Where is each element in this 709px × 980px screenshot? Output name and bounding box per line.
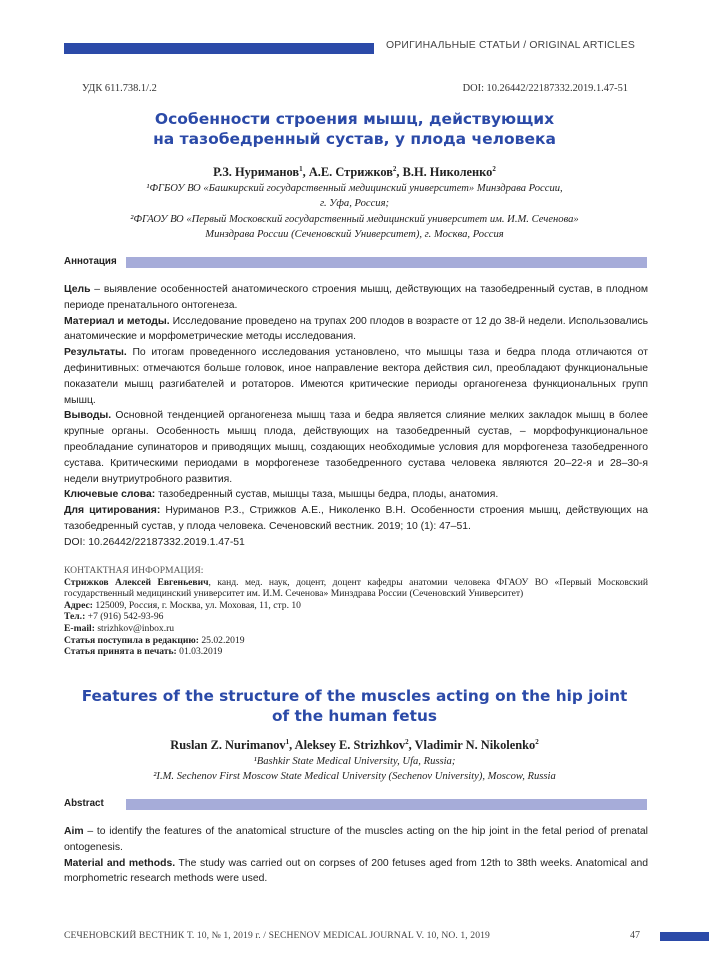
en-methods xyxy=(64,856,648,888)
ru-title xyxy=(60,109,649,149)
contact-name: Стрижков Алексей Евгеньевич xyxy=(64,576,209,588)
contact-accepted-label: Статья принята в печать: xyxy=(64,646,177,658)
ru-abstract-rule xyxy=(126,257,647,268)
ru-methods-text: Исследование проведено на трупах 200 плодов в возрасте от 12 до 38-й недели. Использовались анатомические и морфометрические методы исследования. xyxy=(64,315,648,343)
section-label: ОРИГИНАЛЬНЫЕ СТАТЬИ / ORIGINAL ARTICLES xyxy=(386,40,635,51)
ru-author-2-sup: 2 xyxy=(392,165,397,173)
ru-title-line-1: Особенности строения мышц, действующих xyxy=(154,110,555,128)
ru-keywords-text: тазобедренный сустав, мышцы таза, мышцы бедра, плоды, анатомия. xyxy=(155,489,499,501)
ru-conclusions-text: Основной тенденцией органогенеза мышц таза и бедра является слияние мелких закладок мышц в более крупные органы. Особенность мышц плода, действующих на тазобедренный сустав, – морфофункциональное преобладание супинаторов и приводящих мышц, создающих необходимые условия для морфогенеза тазобедренного сустава. Критическими периодами в морфогенезе тазобедренного сустава человека являются 20–22-я и 28–30-я недели внутриутробного развития. xyxy=(64,410,648,485)
header-bar xyxy=(64,43,374,54)
en-author-1-sup: 1 xyxy=(285,738,290,746)
contact-name-rest: , канд. мед. наук, доцент, доцент кафедры анатомии человека ФГАОУ ВО «Первый Московский государственный медицинский университет им. И.М. Сеченова» Минздрава России (Сеченовский Университет) xyxy=(64,576,649,600)
en-author-3: , Vladimir N. Nikolenko xyxy=(408,738,536,753)
contact-address xyxy=(64,600,648,612)
ru-author-3-sup: 2 xyxy=(492,165,496,173)
footer-bar xyxy=(660,932,709,941)
ru-aim-label: Цель xyxy=(64,284,91,295)
en-aim-label: Aim xyxy=(64,826,84,837)
ru-keywords-label: Ключевые слова: xyxy=(64,489,156,501)
contact-block xyxy=(64,565,648,658)
contact-accepted-value: 01.03.2019 xyxy=(176,646,223,658)
doi: DOI: 10.26442/22187332.2019.1.47-51 xyxy=(462,83,628,94)
udk: УДК 611.738.1/.2 xyxy=(82,83,157,94)
en-author-1: Ruslan Z. Nurimanov xyxy=(170,738,286,753)
ru-title-line-2: на тазобедренный сустав, у плода человека xyxy=(153,130,556,148)
ru-conclusions-label: Выводы. xyxy=(64,410,112,422)
en-aff2: ²I.M. Sechenov First Moscow State Medical University (Sechenov University), Moscow, Russia xyxy=(153,771,556,783)
ru-abstract-heading: Аннотация xyxy=(64,256,117,267)
contact-received xyxy=(64,635,648,647)
page-number: 47 xyxy=(630,930,640,941)
ru-citation xyxy=(64,503,648,535)
ru-citation-text: Нуриманов Р.З., Стрижков А.Е., Николенко В.Н. Особенности строения мышц, действующих на тазобедренный сустав, у плода человека. Сеченовский вестник. 2019; 10 (1): 47–51. xyxy=(64,505,648,532)
ru-author-1-sup: 1 xyxy=(299,165,303,173)
en-methods-label: Material and methods. xyxy=(64,857,176,869)
en-methods-text: The study was carried out on corpses of 200 fetuses aged from 12th to 38th weeks. Anatomical and morphometric research methods were used. xyxy=(64,857,649,885)
en-title-line-1: Features of the structure of the muscles acting on the hip joint xyxy=(81,687,628,705)
ru-methods-label: Материал и методы. xyxy=(64,315,170,327)
en-abstract-body xyxy=(64,824,648,887)
en-aff1: ¹Bashkir State Medical University, Ufa, Russia; xyxy=(253,756,456,767)
contact-heading: КОНТАКТНАЯ ИНФОРМАЦИЯ: xyxy=(64,565,204,576)
contact-email-label: E-mail: xyxy=(64,622,95,634)
ru-authors xyxy=(60,165,649,180)
ru-results-text: По итогам проведенного исследования установлено, что мышцы таза и бедра плода отличаются от дефинитивных: отмечаются больше головок, иное направление вектора действия сил, преобладают функциональные показатели мышц разгибателей и ротаторов. Имеются критические периоды органогенеза функциональных групп мышц. xyxy=(64,347,648,406)
contact-email-value[interactable]: strizhkov@inbox.ru xyxy=(94,622,175,634)
en-author-2: , Aleksey E. Strizhkov xyxy=(289,738,406,753)
en-authors xyxy=(60,738,649,753)
ru-results xyxy=(64,345,648,408)
en-title-line-2: of the human fetus xyxy=(272,707,437,725)
contact-accepted xyxy=(64,646,648,658)
ru-keywords xyxy=(64,487,648,503)
ru-aff1-line1: ¹ФГБОУ ВО «Башкирский государственный медицинский университет» Минздрава России, xyxy=(146,183,563,194)
contact-address-label: Адрес: xyxy=(64,599,93,611)
ru-aff2-line2: Минздрава России (Сеченовский Университет), г. Москва, Россия xyxy=(205,228,504,240)
ru-citation-label: Для цитирования: xyxy=(64,505,161,517)
contact-phone-label: Тел.: xyxy=(64,611,86,623)
ru-abstract-body xyxy=(64,282,648,551)
ru-author-1: Р.З. Нуриманов xyxy=(213,165,300,180)
ru-methods xyxy=(64,314,648,346)
en-abstract-rule xyxy=(126,799,647,810)
contact-received-label: Статья поступила в редакцию: xyxy=(64,634,199,646)
ru-aff1-line2: г. Уфа, Россия; xyxy=(319,198,390,210)
ru-aim xyxy=(64,282,648,314)
contact-address-value: 125009, Россия, г. Москва, ул. Моховая, 11, стр. 10 xyxy=(92,599,301,611)
ru-aim-text: – выявление особенностей анатомического строения мышц, действующих на тазобедренный сустав, в плодном периоде пренатального онтогенеза. xyxy=(64,284,648,311)
contact-received-value: 25.02.2019 xyxy=(198,634,245,646)
footer-journal: СЕЧЕНОВСКИЙ ВЕСТНИК Т. 10, № 1, 2019 г. / SECHENOV MEDICAL JOURNAL V. 10, NO. 1, 2019 xyxy=(64,930,490,941)
en-title xyxy=(50,686,659,726)
ru-conclusions xyxy=(64,408,648,487)
en-author-3-sup: 2 xyxy=(535,738,539,746)
contact-phone xyxy=(64,611,648,623)
ru-results-label: Результаты. xyxy=(64,347,127,359)
contact-person xyxy=(64,577,648,600)
en-aim xyxy=(64,824,648,856)
contact-email xyxy=(64,623,648,635)
ru-author-2: , А.Е. Стрижков xyxy=(302,165,393,180)
ru-aff2-line1: ²ФГАОУ ВО «Первый Московский государственный медицинский университет им. И.М. Сеченова» xyxy=(130,213,579,225)
contact-phone-value: +7 (916) 542-93-96 xyxy=(85,611,164,623)
ru-citation-doi: DOI: 10.26442/22187332.2019.1.47-51 xyxy=(64,536,245,548)
en-abstract-heading: Abstract xyxy=(64,798,104,809)
ru-author-3: , В.Н. Николенко xyxy=(396,165,493,180)
en-affiliations xyxy=(50,754,659,785)
en-author-2-sup: 2 xyxy=(405,738,409,746)
ru-affiliations xyxy=(50,181,659,242)
en-aim-text: – to identify the features of the anatomical structure of the muscles acting on the hip joint in the fetal period of prenatal ontogenesis. xyxy=(64,826,648,853)
